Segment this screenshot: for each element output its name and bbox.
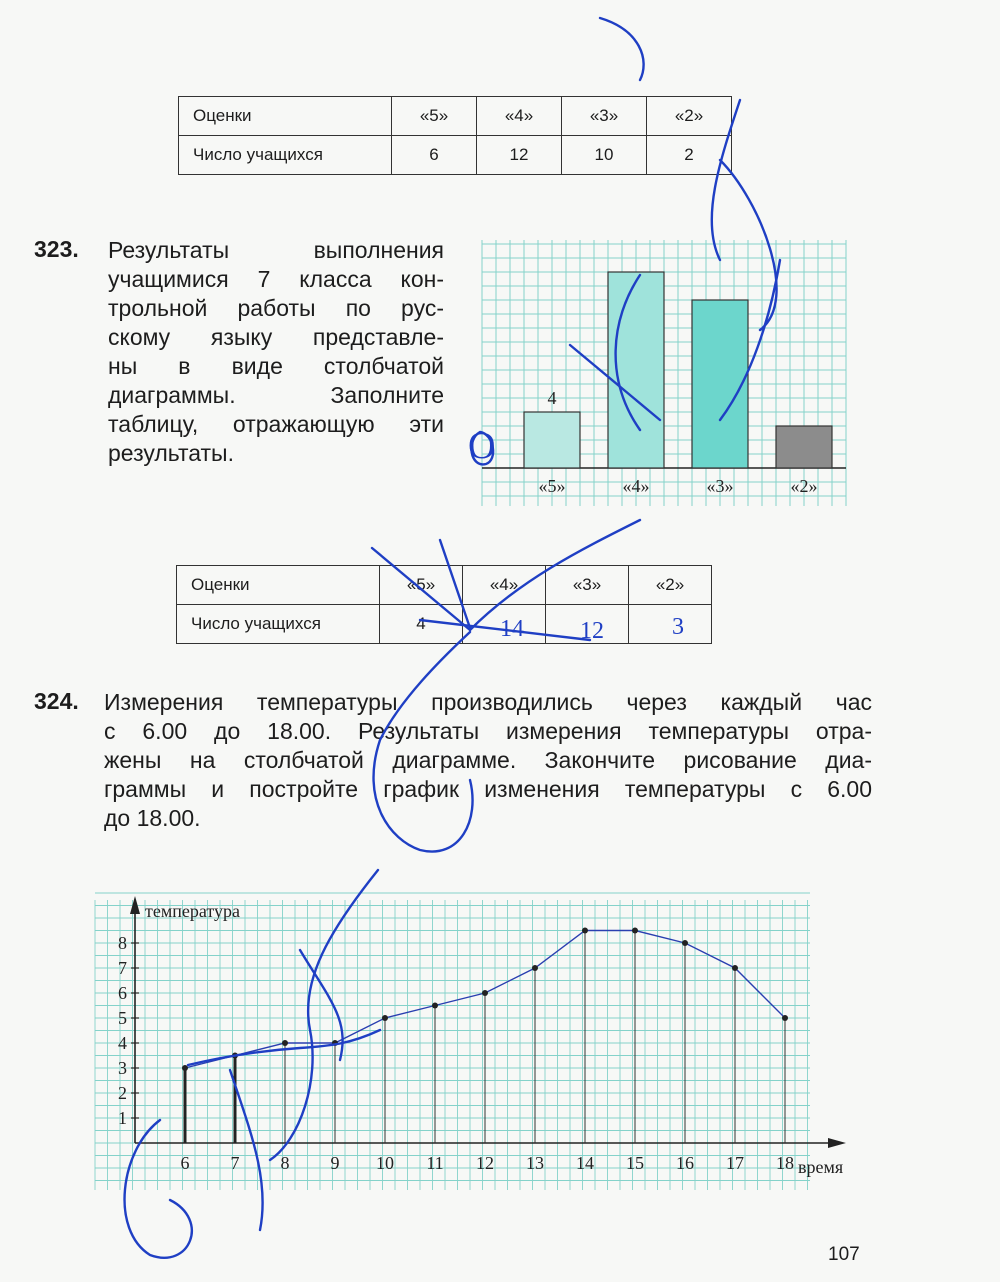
pen-stroke <box>270 870 378 1160</box>
y-tick-label: 5 <box>118 1008 127 1028</box>
row-label: Оценки <box>177 566 380 605</box>
handwritten-answer: 12 <box>580 618 604 644</box>
task-324-line: до 18.00. <box>104 805 201 831</box>
x-tick-label: 15 <box>626 1153 644 1173</box>
x-tick-label: 9 <box>330 1153 340 1173</box>
count-cell: 12 <box>477 136 562 175</box>
x-tick-label: 8 <box>280 1153 290 1173</box>
x-tick-label: 7 <box>230 1153 240 1173</box>
grade-cell: «3» <box>546 566 629 605</box>
task-323-line: Результаты выполнения <box>108 237 444 263</box>
pen-stroke <box>230 1070 263 1230</box>
x-tick-label: 11 <box>426 1153 444 1173</box>
count-cell: 2 <box>647 136 732 175</box>
pen-stroke <box>188 1030 380 1065</box>
pen-stroke <box>440 540 470 628</box>
grade-cell: «4» <box>477 97 562 136</box>
y-tick-label: 1 <box>118 1108 127 1128</box>
x-tick-label: 17 <box>726 1153 744 1173</box>
task-323-line: результаты. <box>108 440 234 466</box>
task-323-line: учащимися 7 класса кон- <box>108 266 444 292</box>
pen-stroke <box>720 260 780 420</box>
x-tick-label: 16 <box>676 1153 694 1173</box>
page-number: 107 <box>828 1244 860 1265</box>
grade-cell: «5» <box>380 566 463 605</box>
pen-stroke <box>372 548 470 630</box>
category-label: «4» <box>622 476 650 496</box>
task-323-line: ны в виде столбчатой <box>108 353 444 379</box>
task-323-line: диаграммы. Заполните <box>108 382 444 408</box>
data-label: 4 <box>547 388 557 408</box>
count-cell: 10 <box>562 136 647 175</box>
count-cell: 6 <box>392 136 477 175</box>
handwritten-answer: 3 <box>672 614 684 640</box>
task-324-line: Измерения температуры производились через каждый час <box>104 689 872 715</box>
pen-stroke <box>720 160 777 330</box>
y-axis-label: температура <box>145 901 241 921</box>
task-323-line: таблицу, отражающую эти <box>108 411 444 437</box>
row-label: Число учащихся <box>179 136 392 175</box>
pen-stroke <box>600 18 644 80</box>
category-label: «2» <box>790 476 818 496</box>
x-tick-label: 13 <box>526 1153 544 1173</box>
y-tick-label: 2 <box>118 1083 127 1103</box>
row-label: Число учащихся <box>177 605 380 644</box>
grade-cell: «2» <box>629 566 712 605</box>
y-tick-label: 4 <box>118 1033 127 1053</box>
x-tick-label: 14 <box>576 1153 594 1173</box>
task-323-line: трольной работы по рус- <box>108 295 444 321</box>
pen-stroke <box>125 1120 192 1258</box>
pen-stroke <box>470 520 640 630</box>
grade-cell: «4» <box>463 566 546 605</box>
task-323-number: 323. <box>34 236 79 262</box>
task-323-line: скому языку представле- <box>108 324 444 350</box>
pen-stroke <box>616 275 640 430</box>
y-tick-label: 6 <box>118 983 127 1003</box>
x-tick-label: 6 <box>180 1153 190 1173</box>
task-324-line: граммы и постройте график изменения температуры с 6.00 <box>104 776 872 802</box>
grade-cell: «5» <box>392 97 477 136</box>
answer-cell[interactable]: 4 <box>380 605 463 644</box>
grade-cell: «2» <box>647 97 732 136</box>
x-axis-label: время <box>798 1157 844 1177</box>
y-tick-label: 7 <box>118 958 127 978</box>
row-label: Оценки <box>179 97 392 136</box>
pen-stroke <box>374 632 473 852</box>
grade-cell: «3» <box>562 97 647 136</box>
x-tick-label: 12 <box>476 1153 494 1173</box>
x-tick-label: 18 <box>776 1153 794 1173</box>
handwritten-mark: О <box>468 425 496 467</box>
task-324-number: 324. <box>34 688 79 714</box>
handwritten-answer: 14 <box>500 616 524 642</box>
category-label: «3» <box>706 476 734 496</box>
task-324-line: жены на столбчатой диаграмме. Закончите рисование диа- <box>104 747 872 773</box>
x-tick-label: 10 <box>376 1153 394 1173</box>
category-label: «5» <box>538 476 566 496</box>
y-tick-label: 8 <box>118 933 127 953</box>
task-324-line: с 6.00 до 18.00. Результаты измерения температуры отра- <box>104 718 872 744</box>
y-tick-label: 3 <box>118 1058 127 1078</box>
